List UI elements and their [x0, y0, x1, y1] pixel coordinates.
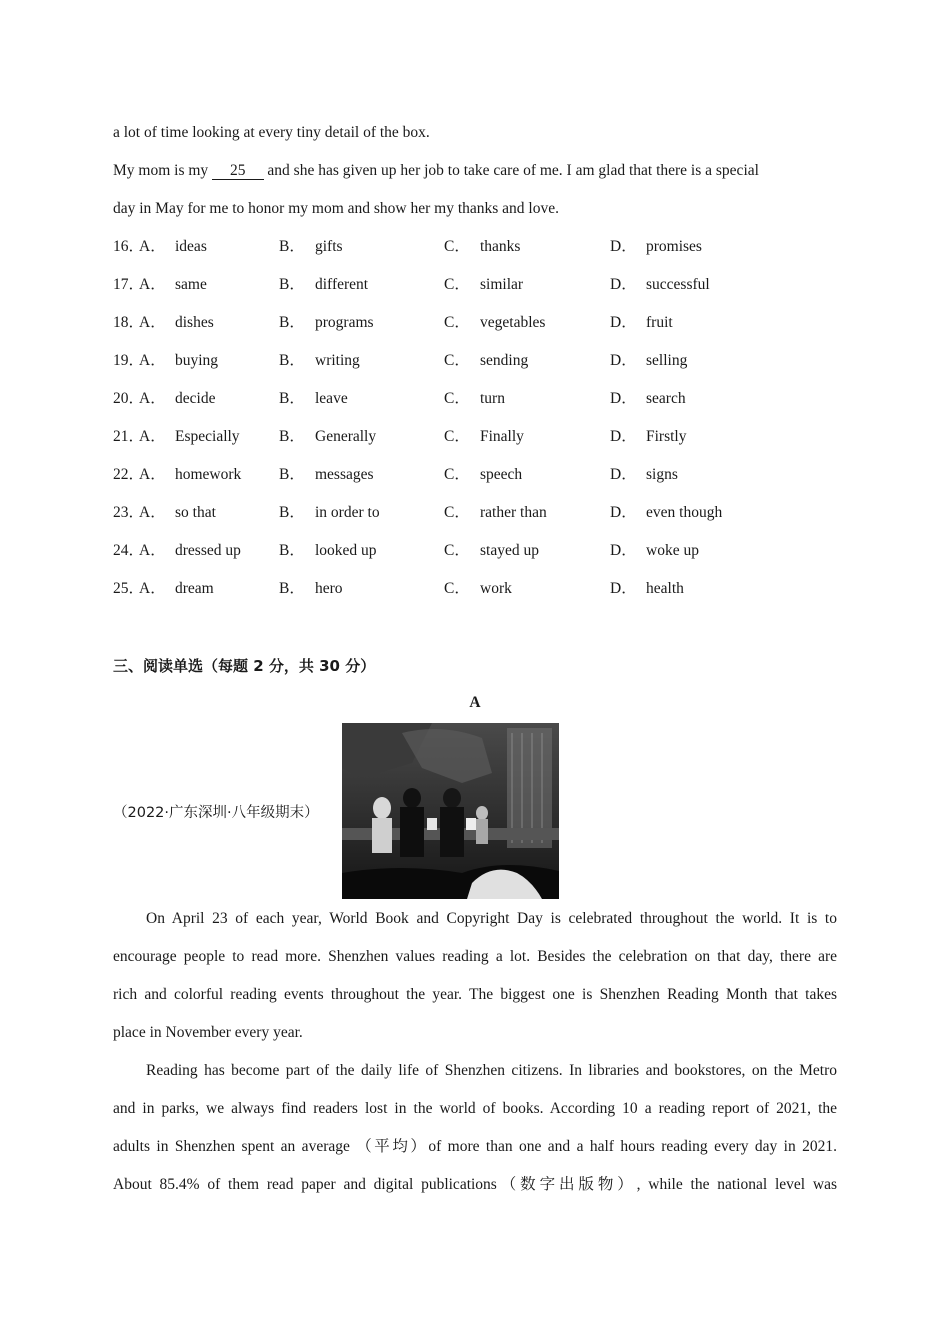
option-letter: D． [610, 276, 637, 293]
option-row [113, 351, 837, 371]
option-a [139, 351, 218, 371]
option-text: promises [646, 238, 702, 255]
option-letter: B． [279, 580, 305, 597]
answer-blank: 25 [212, 162, 264, 180]
option-d [610, 465, 678, 485]
reading-line: On April 23 of each year, World Book and Copyright Day is celebrated throughout the world. It is to [146, 910, 837, 927]
source-note: （2022·广东深圳·八年级期末） [113, 805, 319, 821]
option-row [113, 427, 837, 447]
reading-line: adults in Shenzhen spent an average （平均）of more than one and a half hours reading every day in 2021. [113, 1138, 837, 1155]
option-letter: D． [610, 428, 637, 445]
option-d [610, 427, 686, 447]
option-text: sending [480, 352, 529, 369]
option-a [139, 579, 214, 599]
option-letter: C． [444, 428, 470, 445]
option-letter: C． [444, 314, 470, 331]
option-c [444, 427, 524, 447]
option-text: so that [175, 504, 216, 521]
option-c [444, 351, 528, 371]
option-letter: C． [444, 580, 470, 597]
option-letter: A． [139, 428, 166, 445]
option-d [610, 579, 684, 599]
option-text: successful [646, 276, 710, 293]
option-text: hero [315, 580, 343, 597]
reading-line: About 85.4% of them read paper and digital publications（数字出版物）, while the national level was [113, 1176, 837, 1193]
option-d [610, 351, 687, 371]
option-row [113, 465, 837, 485]
option-d [610, 503, 722, 523]
option-letter: A． [139, 238, 166, 255]
question-number: 23． [113, 504, 145, 521]
option-letter: D． [610, 390, 637, 407]
passage-title: A [469, 694, 481, 711]
option-text: in order to [315, 504, 380, 521]
option-text: signs [646, 466, 678, 483]
option-c [444, 465, 522, 485]
option-row [113, 313, 837, 333]
option-b [279, 465, 374, 485]
option-b [279, 389, 348, 409]
option-text: same [175, 276, 207, 293]
option-a [139, 427, 240, 447]
option-letter: D． [610, 238, 637, 255]
question-number: 18． [113, 314, 145, 331]
option-d [610, 313, 673, 333]
option-text: decide [175, 390, 216, 407]
option-text: homework [175, 466, 242, 483]
question-number: 17． [113, 276, 145, 293]
option-text: search [646, 390, 686, 407]
option-text: woke up [646, 542, 699, 559]
option-b [279, 503, 380, 523]
option-b [279, 427, 376, 447]
option-c [444, 579, 512, 599]
option-letter: B． [279, 276, 305, 293]
option-row [113, 275, 837, 295]
option-a [139, 313, 214, 333]
option-letter: A． [139, 580, 166, 597]
option-text: dressed up [175, 542, 241, 559]
option-text: Especially [175, 428, 240, 445]
option-text: vegetables [480, 314, 546, 331]
option-text: thanks [480, 238, 521, 255]
option-row [113, 579, 837, 599]
text-segment: and she has given up her job to take care of me. I am glad that there is a special [263, 162, 759, 179]
option-a [139, 541, 241, 561]
passage-line-with-blank [113, 161, 837, 181]
option-text: Finally [480, 428, 524, 445]
option-text: work [480, 580, 512, 597]
option-text: buying [175, 352, 219, 369]
option-letter: D． [610, 542, 637, 559]
question-number: 22． [113, 466, 145, 483]
option-a [139, 503, 216, 523]
option-text: gifts [315, 238, 343, 255]
option-letter: A． [139, 390, 166, 407]
option-b [279, 313, 374, 333]
reading-line: place in November every year. [113, 1024, 303, 1041]
option-b [279, 579, 343, 599]
option-letter: A． [139, 542, 166, 559]
option-letter: A． [139, 314, 166, 331]
option-d [610, 389, 686, 409]
stage-photo [342, 723, 559, 899]
option-text: fruit [646, 314, 673, 331]
reading-line: rich and colorful reading events throughout the year. The biggest one is Shenzhen Reading Month that takes [113, 986, 837, 1003]
option-text: different [315, 276, 369, 293]
question-number: 24． [113, 542, 145, 559]
option-letter: B． [279, 352, 305, 369]
option-letter: A． [139, 504, 166, 521]
option-text: dishes [175, 314, 214, 331]
option-d [610, 541, 699, 561]
option-text: dream [175, 580, 214, 597]
option-a [139, 237, 207, 257]
option-a [139, 389, 215, 409]
reading-line: and in parks, we always find readers lost in the world of books. According 10 a reading report of 2021, the [113, 1100, 837, 1117]
question-number: 20． [113, 390, 145, 407]
option-letter: C． [444, 276, 470, 293]
option-text: speech [480, 466, 523, 483]
option-letter: D． [610, 466, 637, 483]
option-d [610, 237, 702, 257]
option-text: programs [315, 314, 374, 331]
option-letter: C． [444, 352, 470, 369]
option-text: leave [315, 390, 348, 407]
option-c [444, 389, 505, 409]
reading-line: encourage people to read more. Shenzhen values reading a lot. Besides the celebration on that day, there are [113, 948, 837, 965]
option-letter: B． [279, 428, 305, 445]
option-text: writing [315, 352, 360, 369]
option-text: rather than [480, 504, 547, 521]
question-number: 21． [113, 428, 145, 445]
option-letter: D． [610, 314, 637, 331]
option-c [444, 237, 520, 257]
option-text: messages [315, 466, 374, 483]
option-b [279, 541, 377, 561]
option-text: even though [646, 504, 723, 521]
option-b [279, 351, 360, 371]
option-d [610, 275, 710, 295]
option-c [444, 275, 523, 295]
text-segment: My mom is my [113, 162, 213, 179]
option-letter: B． [279, 542, 305, 559]
option-text: selling [646, 352, 688, 369]
question-number: 16． [113, 238, 145, 255]
option-text: health [646, 580, 684, 597]
reading-line: Reading has become part of the daily life of Shenzhen citizens. In libraries and bookstores, on the Metro [146, 1062, 837, 1079]
option-text: Generally [315, 428, 377, 445]
option-c [444, 541, 539, 561]
option-a [139, 275, 207, 295]
option-row [113, 389, 837, 409]
option-letter: C． [444, 466, 470, 483]
option-b [279, 237, 343, 257]
option-letter: C． [444, 238, 470, 255]
option-letter: A． [139, 352, 166, 369]
passage-line: a lot of time looking at every tiny detail of the box. [113, 124, 430, 141]
option-letter: B． [279, 390, 305, 407]
option-letter: B． [279, 238, 305, 255]
option-letter: B． [279, 504, 305, 521]
option-text: stayed up [480, 542, 539, 559]
option-c [444, 313, 545, 333]
option-row [113, 503, 837, 523]
option-text: similar [480, 276, 524, 293]
passage-line: day in May for me to honor my mom and show her my thanks and love. [113, 200, 559, 217]
option-text: Firstly [646, 428, 687, 445]
option-row [113, 541, 837, 561]
option-b [279, 275, 368, 295]
option-row [113, 237, 837, 257]
option-letter: A． [139, 276, 166, 293]
option-a [139, 465, 241, 485]
option-letter: A． [139, 466, 166, 483]
question-number: 19． [113, 352, 145, 369]
option-text: turn [480, 390, 505, 407]
question-number: 25． [113, 580, 145, 597]
option-text: ideas [175, 238, 207, 255]
option-letter: D． [610, 580, 637, 597]
option-letter: C． [444, 390, 470, 407]
option-letter: C． [444, 504, 470, 521]
option-letter: C． [444, 542, 470, 559]
option-letter: D． [610, 504, 637, 521]
option-c [444, 503, 547, 523]
option-letter: B． [279, 314, 305, 331]
option-letter: B． [279, 466, 305, 483]
option-letter: D． [610, 352, 637, 369]
section-heading: 三、阅读单选（每题 2 分，共 30 分） [113, 657, 376, 675]
option-text: looked up [315, 542, 377, 559]
